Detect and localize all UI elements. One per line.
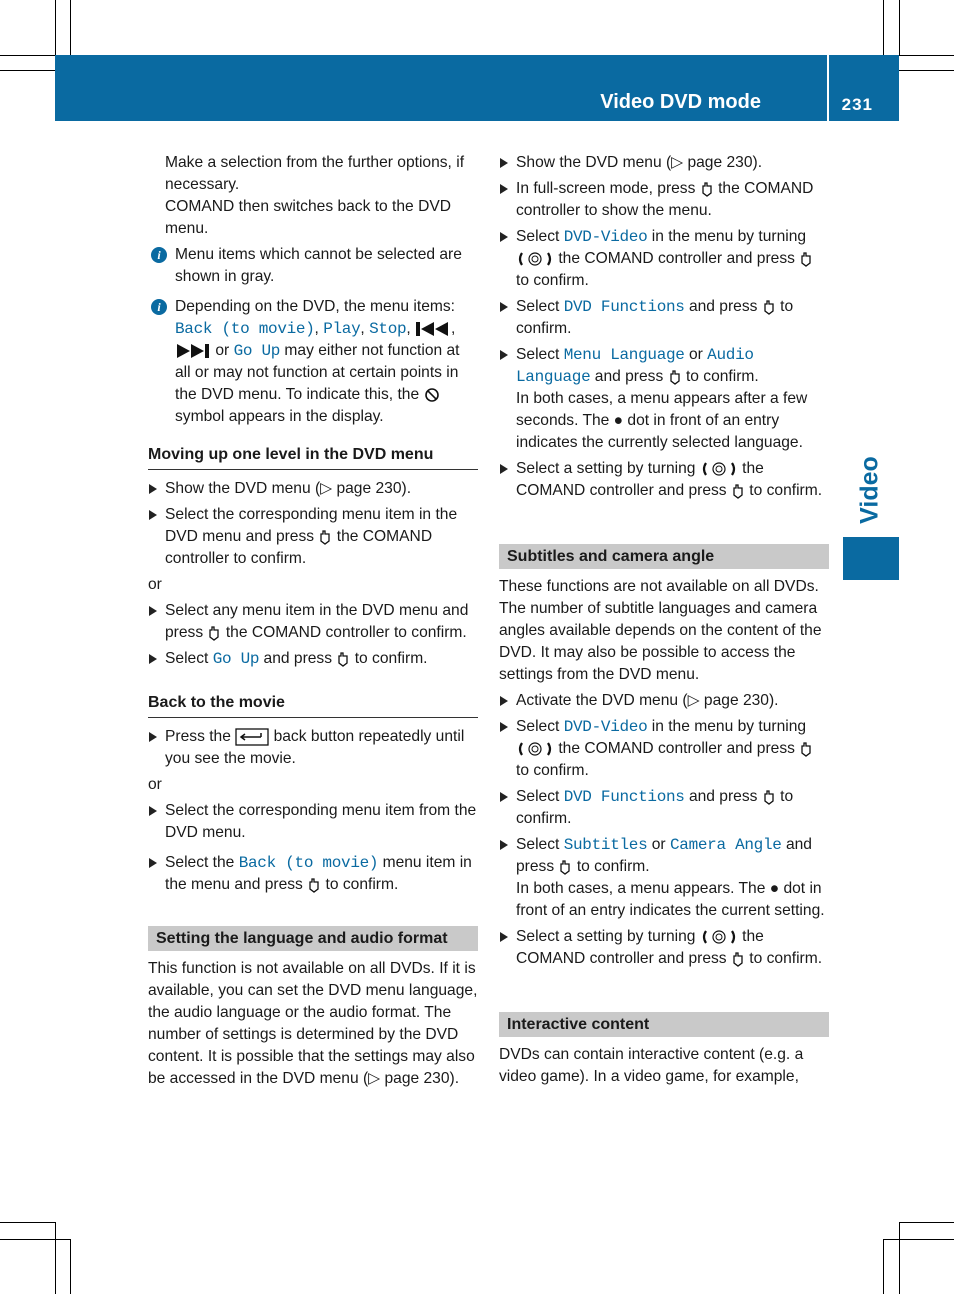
side-tab-marker bbox=[843, 537, 899, 580]
press-controller-icon bbox=[318, 529, 332, 545]
turn-controller-icon bbox=[516, 251, 554, 267]
press-controller-icon bbox=[307, 877, 321, 893]
step: Show the DVD menu (▷ page 230). bbox=[148, 478, 478, 500]
section-title: Video DVD mode bbox=[600, 91, 761, 113]
step: Select Go Up and press to confirm. bbox=[148, 648, 478, 670]
subheading: Moving up one level in the DVD menu bbox=[148, 444, 478, 470]
skip-forward-icon bbox=[175, 343, 211, 359]
crop-mark bbox=[70, 0, 71, 55]
step: Press the back button repeatedly until you see the movie. bbox=[148, 726, 478, 770]
menu-item-audio-language: Audio Language bbox=[516, 346, 754, 386]
menu-item-play: Play bbox=[323, 320, 361, 338]
page-number: 231 bbox=[841, 95, 873, 114]
crop-mark bbox=[0, 70, 55, 71]
step: In full-screen mode, press the COMAND controller to show the menu. bbox=[499, 178, 829, 222]
back-button-icon bbox=[235, 728, 269, 746]
menu-item-back: Back (to movie) bbox=[238, 854, 379, 872]
paragraph: Make a selection from the further options, if necessary. bbox=[165, 154, 465, 193]
press-controller-icon bbox=[700, 181, 714, 197]
section-heading: Subtitles and camera angle bbox=[499, 544, 829, 569]
paragraph: In both cases, a menu appears after a few seconds. The ● dot in front of an entry indicates the currently selected language. bbox=[516, 390, 808, 451]
not-available-icon bbox=[424, 387, 440, 403]
step: Select any menu item in the DVD menu and press the COMAND controller to confirm. bbox=[148, 600, 478, 644]
info-icon: i bbox=[151, 247, 167, 263]
step: Select the corresponding menu item from the DVD menu. bbox=[148, 800, 478, 844]
press-controller-icon bbox=[207, 625, 221, 641]
press-controller-icon bbox=[668, 369, 682, 385]
press-controller-icon bbox=[762, 299, 776, 315]
menu-item-camera-angle: Camera Angle bbox=[669, 836, 782, 854]
menu-item-dvd-functions: DVD Functions bbox=[563, 788, 685, 806]
turn-controller-icon bbox=[700, 929, 738, 945]
menu-item-stop: Stop bbox=[369, 320, 407, 338]
info-note: i Depending on the DVD, the menu items: Back (to movie), Play, Stop, , or Go Up may either not function at all or may not function at certain points in the DVD menu. To indicate this, the symbol appears in the display. bbox=[148, 296, 478, 428]
crop-mark bbox=[0, 55, 55, 56]
press-controller-icon bbox=[799, 741, 813, 757]
menu-item-subtitles: Subtitles bbox=[563, 836, 648, 854]
right-column bbox=[499, 152, 829, 1088]
paragraph: DVDs can contain interactive content (e.g. a video game). In a video game, for example, bbox=[499, 1046, 804, 1085]
menu-item-dvd-functions: DVD Functions bbox=[563, 298, 685, 316]
press-controller-icon bbox=[762, 789, 776, 805]
page-header bbox=[55, 55, 899, 121]
skip-back-icon bbox=[415, 321, 451, 337]
subheading: Back to the movie bbox=[148, 692, 478, 718]
side-tab-label: Video bbox=[855, 456, 884, 524]
menu-item-menu-language: Menu Language bbox=[563, 346, 685, 364]
menu-item-go-up: Go Up bbox=[212, 650, 260, 668]
menu-item-back: Back (to movie) bbox=[175, 320, 315, 338]
crop-mark bbox=[55, 0, 56, 55]
menu-item-dvd-video: DVD-Video bbox=[563, 228, 648, 246]
step: Select DVD Functions and press to confirm. bbox=[499, 296, 829, 340]
crop-mark bbox=[883, 1239, 954, 1240]
turn-controller-icon bbox=[516, 741, 554, 757]
press-controller-icon bbox=[558, 859, 572, 875]
step: Select DVD-Video in the menu by turning the COMAND controller and press to confirm. bbox=[499, 226, 829, 292]
paragraph: This function is not available on all DVDs. If it is available, you can set the DVD menu language, the audio language or the audio format. The number of settings is determined by the DVD content. It is possible that the settings may also be accessed in the DVD menu (▷ page 230). bbox=[148, 960, 478, 1087]
step: Select the Back (to movie) menu item in the menu and press to confirm. bbox=[148, 852, 478, 896]
info-note: i Menu items which cannot be selected are shown in gray. bbox=[148, 244, 478, 288]
press-controller-icon bbox=[799, 251, 813, 267]
section-heading: Setting the language and audio format bbox=[148, 926, 478, 951]
step: Select Menu Language or Audio Language and press to confirm. bbox=[499, 344, 829, 388]
press-controller-icon bbox=[731, 483, 745, 499]
left-column bbox=[148, 152, 478, 1090]
section-heading: Interactive content bbox=[499, 1012, 829, 1037]
step: Select Subtitles or Camera Angle and press to confirm. bbox=[499, 834, 829, 878]
crop-mark bbox=[70, 1239, 71, 1294]
header-divider bbox=[827, 55, 829, 121]
step: Show the DVD menu (▷ page 230). bbox=[499, 152, 829, 174]
crop-mark bbox=[899, 1222, 954, 1223]
press-controller-icon bbox=[731, 951, 745, 967]
step: Activate the DVD menu (▷ page 230). bbox=[499, 690, 829, 712]
crop-mark bbox=[0, 1239, 70, 1240]
step: Select a setting by turning the COMAND controller and press to confirm. bbox=[499, 458, 829, 502]
crop-mark bbox=[899, 70, 954, 71]
paragraph: or bbox=[148, 576, 162, 593]
side-tab bbox=[841, 445, 899, 535]
paragraph: or bbox=[148, 776, 162, 793]
crop-mark bbox=[55, 1222, 56, 1294]
crop-mark bbox=[899, 55, 954, 56]
step: Select a setting by turning the COMAND controller and press to confirm. bbox=[499, 926, 829, 970]
crop-mark bbox=[883, 0, 884, 55]
menu-item-go-up: Go Up bbox=[233, 342, 281, 360]
step: Select the corresponding menu item in the DVD menu and press the COMAND controller to confirm. bbox=[148, 504, 478, 570]
crop-mark bbox=[899, 0, 900, 55]
crop-mark bbox=[0, 1222, 55, 1223]
step: Select DVD Functions and press to confirm. bbox=[499, 786, 829, 830]
crop-mark bbox=[899, 1222, 900, 1294]
turn-controller-icon bbox=[700, 461, 738, 477]
crop-mark bbox=[883, 1239, 884, 1294]
press-controller-icon bbox=[336, 651, 350, 667]
paragraph: In both cases, a menu appears. The ● dot in front of an entry indicates the current setting. bbox=[516, 880, 825, 919]
step: Select DVD-Video in the menu by turning the COMAND controller and press to confirm. bbox=[499, 716, 829, 782]
menu-item-dvd-video: DVD-Video bbox=[563, 718, 648, 736]
info-icon: i bbox=[151, 299, 167, 315]
paragraph: COMAND then switches back to the DVD menu. bbox=[165, 198, 451, 237]
paragraph: These functions are not available on all DVDs. The number of subtitle languages and camera angles available depends on the content of the DVD. It may also be possible to access the settings from the DVD menu. bbox=[499, 578, 822, 683]
